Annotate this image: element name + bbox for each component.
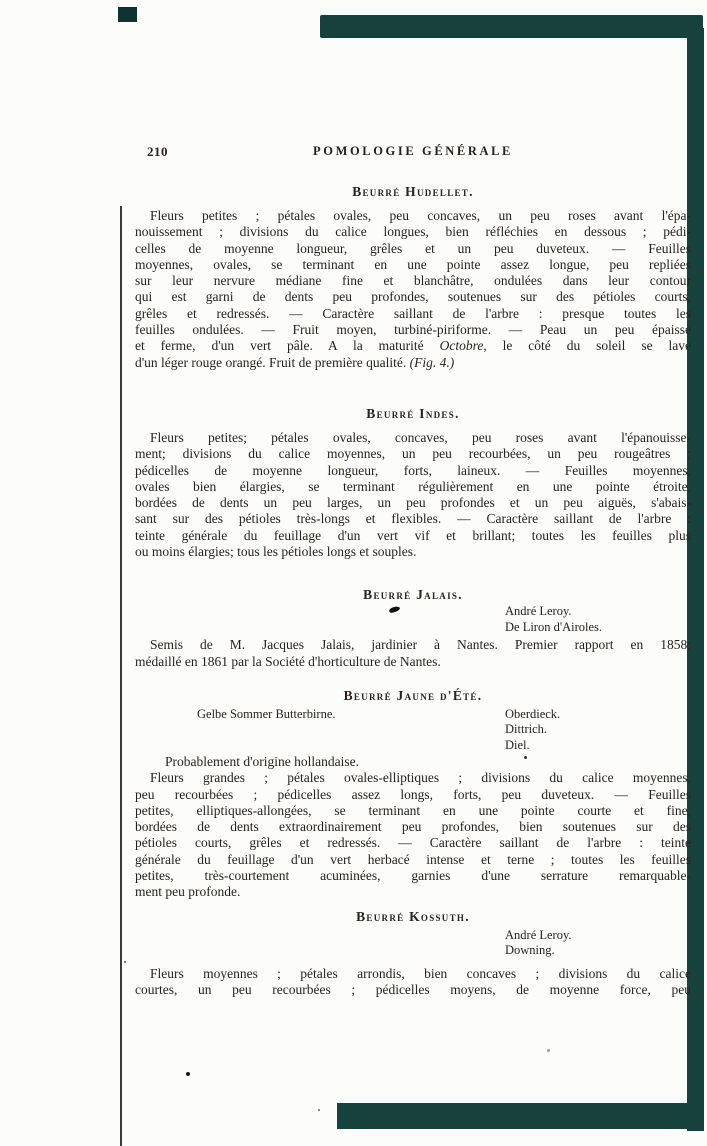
description-paragraph: [135, 966, 691, 999]
section-heading: Beurré Indes.: [366, 405, 460, 421]
body-line: moyennes, ovales, se terminant en une pointe assez longue, peu repliées: [135, 256, 691, 272]
scan-artifact-left-line: [120, 206, 122, 1146]
body-line: sant sur des pétioles très-longs et flexibles. — Caractère saillant de l'arbre :: [135, 511, 691, 527]
page-header: [135, 144, 691, 159]
running-title: POMOLOGIE GÉNÉRALE: [313, 144, 513, 158]
citation-list: [505, 707, 691, 754]
body-line: ment peu profonde.: [135, 884, 241, 900]
citation-list: [505, 928, 691, 959]
body-line: pétioles courts, grêles et redressés. — Caractère saillant de l'arbre : teinte: [135, 835, 691, 851]
body-line: ment; divisions du calice moyennes, un peu recourbées, un peu rougeâtres ;: [135, 446, 691, 462]
section-indes: [135, 405, 691, 560]
body-line: médaillé en 1861 par la Société d'horticulture de Nantes.: [135, 653, 441, 669]
body-line: courtes, un peu recourbées ; pédicelles moyens, de moyenne force, peu: [135, 981, 691, 997]
section-kossuth: [135, 908, 691, 999]
body-line: celles de moyenne longueur, grêles et un peu duveteux. — Feuilles: [135, 240, 691, 256]
body-line: Fleurs petites ; pétales ovales, peu concaves, un peu roses avant l'épa-: [150, 208, 691, 223]
body-line: ovales bien élargies, se terminant régulièrement en une pointe étroite,: [135, 478, 691, 494]
section-heading: Beurré Jalais.: [363, 587, 463, 603]
ink-speck: [186, 1072, 190, 1076]
description-paragraph: [135, 637, 691, 670]
body-line: Semis de M. Jacques Jalais, jardinier à Nantes. Premier rapport en 1858;: [150, 637, 691, 653]
scan-artifact-bottom-bar: [337, 1103, 688, 1129]
body-line: grêles et redressés. — Caractère saillant de l'arbre : presque toutes les: [135, 305, 691, 321]
synonym-label: Gelbe Sommer Butterbirne.: [197, 706, 336, 721]
citation-line: De Liron d'Airoles.: [505, 619, 603, 634]
description-paragraph: [135, 430, 691, 560]
section-heading: Beurré Hudellet.: [352, 184, 474, 199]
citation-line: André Leroy.: [505, 604, 572, 619]
body-line: bordées de dents extraordinairement peu profondes, bien soutenues sur des: [135, 819, 691, 835]
citation-list: [505, 604, 691, 635]
citation-line: Oberdieck.: [505, 706, 561, 721]
page-content: [135, 144, 691, 998]
synonym-citation-row: [135, 707, 691, 754]
description-paragraph: [135, 770, 691, 900]
section-jalais: [135, 586, 691, 670]
body-line: teinte générale du feuillage d'un vert vif et brillant; toutes les feuilles plus: [135, 527, 691, 543]
body-line: pédicelles de moyenne longueur, forts, laineux. — Feuilles moyennes,: [135, 462, 691, 478]
page-number: 210: [147, 144, 168, 159]
body-line: bordées de dents un peu larges, un peu profondes et un peu aiguës, s'abais-: [135, 495, 691, 511]
body-text: , le côté du soleil se lave: [483, 338, 691, 354]
body-line: Fleurs grandes ; pétales ovales-elliptiques ; divisions du calice moyennes,: [150, 770, 691, 786]
description-paragraph: [135, 208, 691, 371]
body-line: peu recourbées ; pédicelles assez longs, forts, peu duveteux. — Feuilles: [135, 786, 691, 802]
body-line: petites, elliptiques-allongées, se terminant en une pointe courte et fine,: [135, 802, 691, 818]
citation-line: Dittrich.: [505, 722, 548, 737]
section-heading: Beurré Kossuth.: [356, 908, 470, 924]
body-line: Fleurs moyennes ; pétales arrondis, bien concaves ; divisions du calice: [150, 965, 691, 981]
scan-artifact-top-left-square: [118, 7, 137, 22]
body-line: générale du feuillage d'un vert herbacé intense et terne ; toutes les feuilles: [135, 851, 691, 867]
section-heading: Beurré Jaune d'Été.: [343, 687, 483, 703]
body-line: feuilles ondulées. — Fruit moyen, turbiné-piriforme. — Peau un peu épaisse: [135, 322, 691, 338]
citation-line: Downing.: [505, 943, 555, 958]
figure-reference: (Fig. 4.): [409, 354, 455, 370]
body-line: [135, 338, 691, 354]
body-line: sur leur nervure médiane fine et blanchâtre, ondulées dans leur contour: [135, 273, 691, 289]
body-line: nouissement ; divisions du calice longues, bien réfléchies en dessous ; pédi-: [135, 224, 691, 240]
section-hudellet: [135, 183, 691, 371]
body-text: d'un léger rouge orangé. Fruit de première qualité.: [135, 354, 410, 370]
body-line: Fleurs petites; pétales ovales, concaves, peu roses avant l'épanouisse-: [150, 429, 691, 445]
section-jaune-ete: [135, 687, 691, 901]
ink-speck: [124, 961, 126, 963]
scan-artifact-top-bar: [320, 15, 703, 38]
body-line: qui est garni de dents peu profondes, soutenues sur des pétioles courts,: [135, 289, 691, 305]
citation-line: Diel.: [505, 737, 530, 752]
body-text: et ferme, d'un vert pâle. A la maturité: [135, 338, 440, 354]
origin-note: Probablement d'origine hollandaise.: [165, 753, 360, 769]
ink-speck: [318, 1109, 320, 1111]
body-line: [135, 355, 691, 371]
citation-line: André Leroy.: [505, 927, 572, 942]
body-line: petites, très-courtement acuminées, garnies d'une serrature remarquable-: [135, 868, 691, 884]
body-line: ou moins élargies; tous les pétioles longs et souples.: [135, 544, 417, 560]
italic-text: Octobre: [439, 338, 484, 354]
ink-speck: [547, 1049, 550, 1052]
